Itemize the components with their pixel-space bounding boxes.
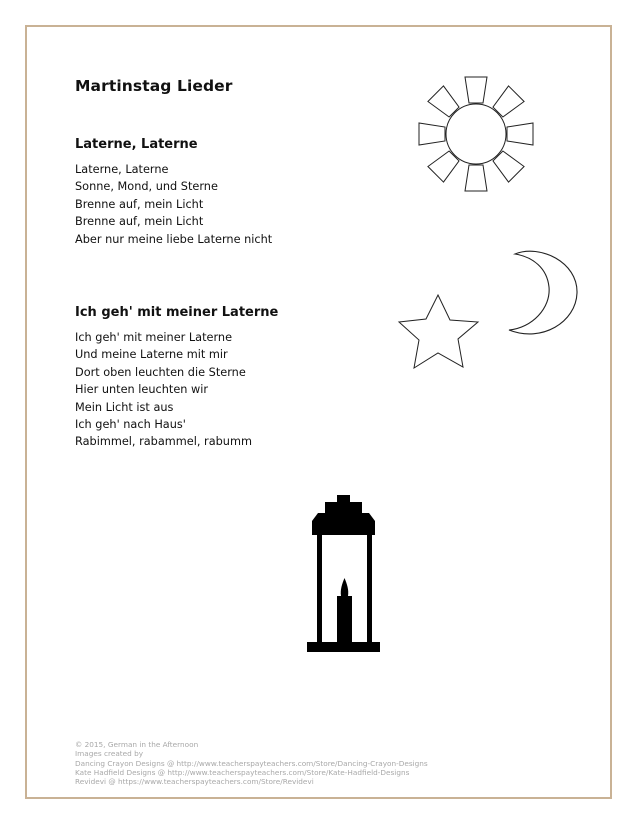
lyric-line: Ich geh' nach Haus' xyxy=(75,418,186,432)
lyric-line: Sonne, Mond, und Sterne xyxy=(75,180,218,194)
lyric-line: Brenne auf, mein Licht xyxy=(75,215,204,229)
sun-icon xyxy=(410,70,550,200)
footer-copyright: © 2015, German in the Afternoon xyxy=(75,740,199,749)
lyric-line: Laterne, Laterne xyxy=(75,163,169,176)
lyric-line: Hier unten leuchten wir xyxy=(75,383,209,397)
lyric-line: Aber nur meine liebe Laterne nicht xyxy=(75,232,273,246)
star-icon xyxy=(395,290,485,370)
lyric-line: Brenne auf, mein Licht xyxy=(75,197,204,211)
lyric-line: Und meine Laterne mit mir xyxy=(75,348,228,362)
lyrics-ich-geh xyxy=(75,329,252,451)
lyric-line: Rabimmel, rabammel, rabumm xyxy=(75,435,252,449)
lantern-icon xyxy=(305,493,385,655)
lyric-line: Dort oben leuchten die Sterne xyxy=(75,365,246,379)
page-title: Martinstag Lieder xyxy=(75,77,233,95)
song-title-laterne: Laterne, Laterne xyxy=(75,137,198,152)
footer-credit-line: Dancing Crayon Designs @ http://www.teacherspayteachers.com/Store/Dancing-Crayon-Designs xyxy=(75,758,428,768)
song-title-ich-geh: Ich geh' mit meiner Laterne xyxy=(75,305,279,320)
footer-credit-heading: Images created by xyxy=(75,749,144,759)
lyric-line: Mein Licht ist aus xyxy=(75,400,174,414)
footer-credit-line: Revidevi @ https://www.teacherspayteachers.com/Store/Revidevi xyxy=(75,777,314,787)
moon-icon xyxy=(500,245,585,340)
lyric-line: Ich geh' mit meiner Laterne xyxy=(75,331,233,344)
footer-credits xyxy=(75,740,428,786)
lyrics-laterne xyxy=(75,161,272,248)
footer-credit-line: Kate Hadfield Designs @ http://www.teacherspayteachers.com/Store/Kate-Hadfield-Designs xyxy=(75,767,410,777)
